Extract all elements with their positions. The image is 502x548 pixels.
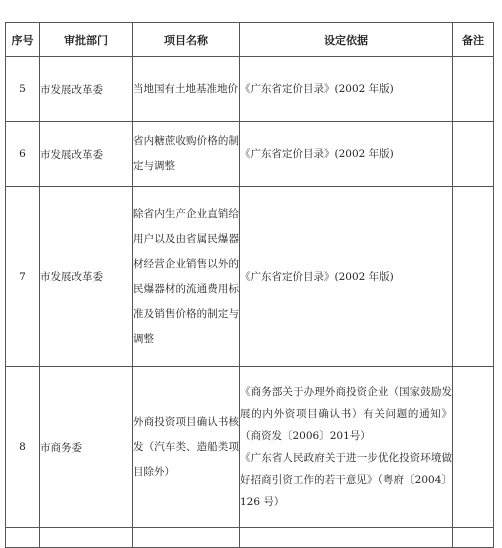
row-note (453, 122, 494, 187)
row-basis: 《广东省定价目录》(2002 年版) (240, 187, 453, 367)
row-name: 除省内生产企业直销给用户以及由省属民爆器材经营企业销售以外的民爆器材的流通费用标准及销售价格的制定与调整 (133, 187, 240, 367)
row-note (453, 367, 494, 528)
row-basis: 《广东省定价目录》(2002 年版) (240, 122, 453, 187)
row-name: 当地国有土地基准地价 (133, 57, 240, 122)
row-dept: 市发展改革委 (40, 187, 133, 367)
row-no: 7 (6, 187, 40, 367)
row-basis (240, 367, 453, 528)
header-no: 序号 (6, 23, 40, 57)
header-dept: 审批部门 (40, 23, 133, 57)
row-note (453, 57, 494, 122)
header-basis: 设定依据 (240, 23, 453, 57)
table-header-row (6, 23, 494, 57)
basis-reference-2: 《广东省人民政府关于进一步优化投资环境做好招商引资工作的若干意见》（粤府〔2004〕126 号） (240, 452, 452, 508)
basis-reference-1: 《商务部关于办理外商投资企业（国家鼓励发展的内外资项目确认书）有关问题的通知》（商资发〔2006〕201号） (240, 386, 452, 442)
row-no: 8 (6, 367, 40, 528)
row-dept: 市发展改革委 (40, 57, 133, 122)
row-no: 6 (6, 122, 40, 187)
approval-table (5, 22, 494, 548)
header-note: 备注 (453, 23, 494, 57)
table-row (6, 57, 494, 122)
table-row (6, 187, 494, 367)
table-row (6, 122, 494, 187)
row-dept: 市发展改革委 (40, 122, 133, 187)
row-basis: 《广东省定价目录》(2002 年版) (240, 57, 453, 122)
row-name: 省内糖蔗收购价格的制定与调整 (133, 122, 240, 187)
row-note (453, 187, 494, 367)
header-name: 项目名称 (133, 23, 240, 57)
table-row-partial (6, 528, 494, 548)
row-no: 5 (6, 57, 40, 122)
row-dept: 市商务委 (40, 367, 133, 528)
table-row (6, 367, 494, 528)
row-name: 外商投资项目确认书核发（汽车类、造船类项目除外） (133, 367, 240, 528)
